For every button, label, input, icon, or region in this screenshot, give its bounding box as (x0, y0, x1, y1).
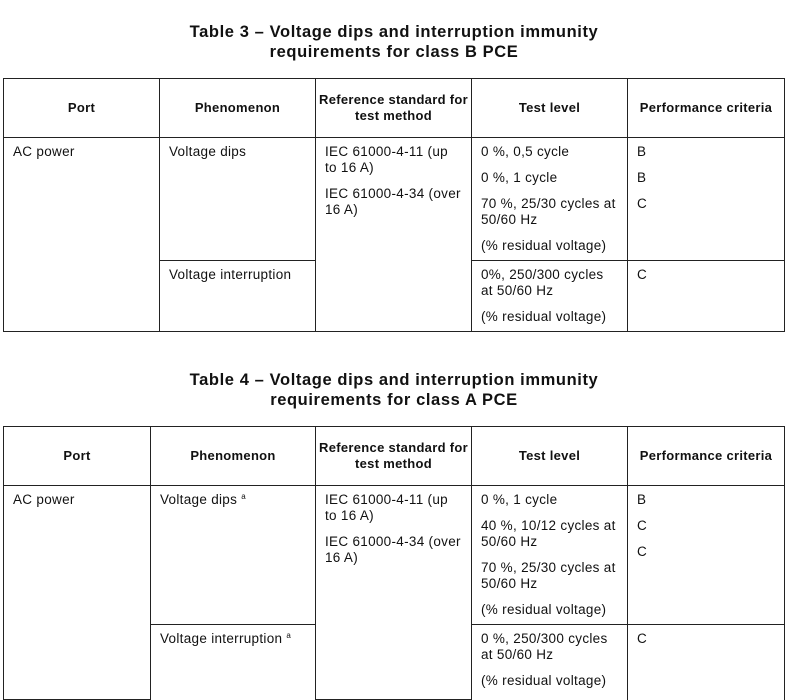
standard-text: IEC 61000-4-11 (up to 16 A) (325, 144, 448, 175)
header-port: Port (4, 427, 151, 486)
phenomenon-cell (160, 261, 316, 332)
criteria-cell (628, 138, 785, 261)
test-level-text: 0 %, 250/300 cycles at 50/60 Hz (481, 631, 608, 662)
header-test-level: Test level (472, 79, 628, 138)
phenomenon-label: Voltage interruption (169, 267, 292, 282)
port-label: AC power (13, 492, 75, 507)
header-performance-criteria: Performance criteria (628, 427, 785, 486)
test-level-text: 70 %, 25/30 cycles at 50/60 Hz (481, 560, 616, 591)
criteria-value: C (637, 544, 648, 559)
table3-title (0, 22, 788, 62)
criteria-value: C (637, 196, 648, 211)
table-row (4, 138, 785, 261)
criteria-cell (628, 625, 785, 700)
criteria-value: C (637, 631, 648, 646)
table4-title-line1: Table 4 – Voltage dips and interruption immunity (189, 371, 599, 389)
test-level-text: (% residual voltage) (481, 238, 607, 253)
criteria-value: C (637, 518, 648, 533)
test-level-text: 70 %, 25/30 cycles at 50/60 Hz (481, 196, 616, 227)
phenomenon-label (151, 625, 315, 653)
phenomenon-label (151, 486, 315, 514)
header-reference-standard: Reference standard for test method (316, 427, 472, 486)
test-level-text: (% residual voltage) (481, 309, 607, 324)
criteria-value: C (637, 267, 648, 282)
table-row (4, 486, 785, 625)
standard-text: IEC 61000-4-11 (up to 16 A) (325, 492, 448, 523)
table3-title-line2: requirements for class B PCE (269, 43, 519, 61)
standard-cell (316, 486, 472, 700)
table4-header-row (4, 427, 785, 486)
phenomenon-cell (151, 625, 316, 700)
table4-title-line2: requirements for class A PCE (270, 391, 518, 409)
test-level-cell (472, 138, 628, 261)
footnote-mark: a (241, 492, 246, 501)
table3-header-row (4, 79, 785, 138)
port-cell (4, 138, 160, 332)
criteria-cell (628, 486, 785, 625)
header-reference-standard: Reference standard for test method (316, 79, 472, 138)
standard-text: IEC 61000-4-34 (over 16 A) (325, 534, 461, 565)
test-level-text: 0 %, 0,5 cycle (481, 144, 570, 159)
standard-cell (316, 138, 472, 332)
test-level-cell (472, 261, 628, 332)
header-phenomenon: Phenomenon (160, 79, 316, 138)
table4-title (0, 370, 788, 410)
table3 (3, 78, 785, 332)
footnote-mark: a (286, 631, 292, 640)
test-level-text: (% residual voltage) (481, 673, 607, 688)
phenomenon-text: Voltage dips (160, 492, 238, 507)
criteria-value: B (637, 144, 647, 159)
test-level-text: 0%, 250/300 cycles at 50/60 Hz (481, 267, 604, 298)
phenomenon-text: Voltage interruption (160, 631, 283, 646)
port-label: AC power (13, 144, 75, 159)
header-test-level: Test level (472, 427, 628, 486)
test-level-cell (472, 486, 628, 625)
criteria-cell (628, 261, 785, 332)
port-cell (4, 486, 151, 700)
phenomenon-cell (160, 138, 316, 261)
phenomenon-cell (151, 486, 316, 625)
test-level-text: 0 %, 1 cycle (481, 492, 558, 507)
criteria-value: B (637, 170, 647, 185)
table3-title-line1: Table 3 – Voltage dips and interruption immunity (189, 23, 599, 41)
phenomenon-label: Voltage dips (169, 144, 247, 159)
test-level-text: 40 %, 10/12 cycles at 50/60 Hz (481, 518, 616, 549)
header-port: Port (4, 79, 160, 138)
standard-text: IEC 61000-4-34 (over 16 A) (325, 186, 461, 217)
criteria-value: B (637, 492, 647, 507)
table4 (3, 426, 785, 700)
test-level-text: 0 %, 1 cycle (481, 170, 558, 185)
header-performance-criteria: Performance criteria (628, 79, 785, 138)
test-level-text: (% residual voltage) (481, 602, 607, 617)
test-level-cell (472, 625, 628, 700)
header-phenomenon: Phenomenon (151, 427, 316, 486)
